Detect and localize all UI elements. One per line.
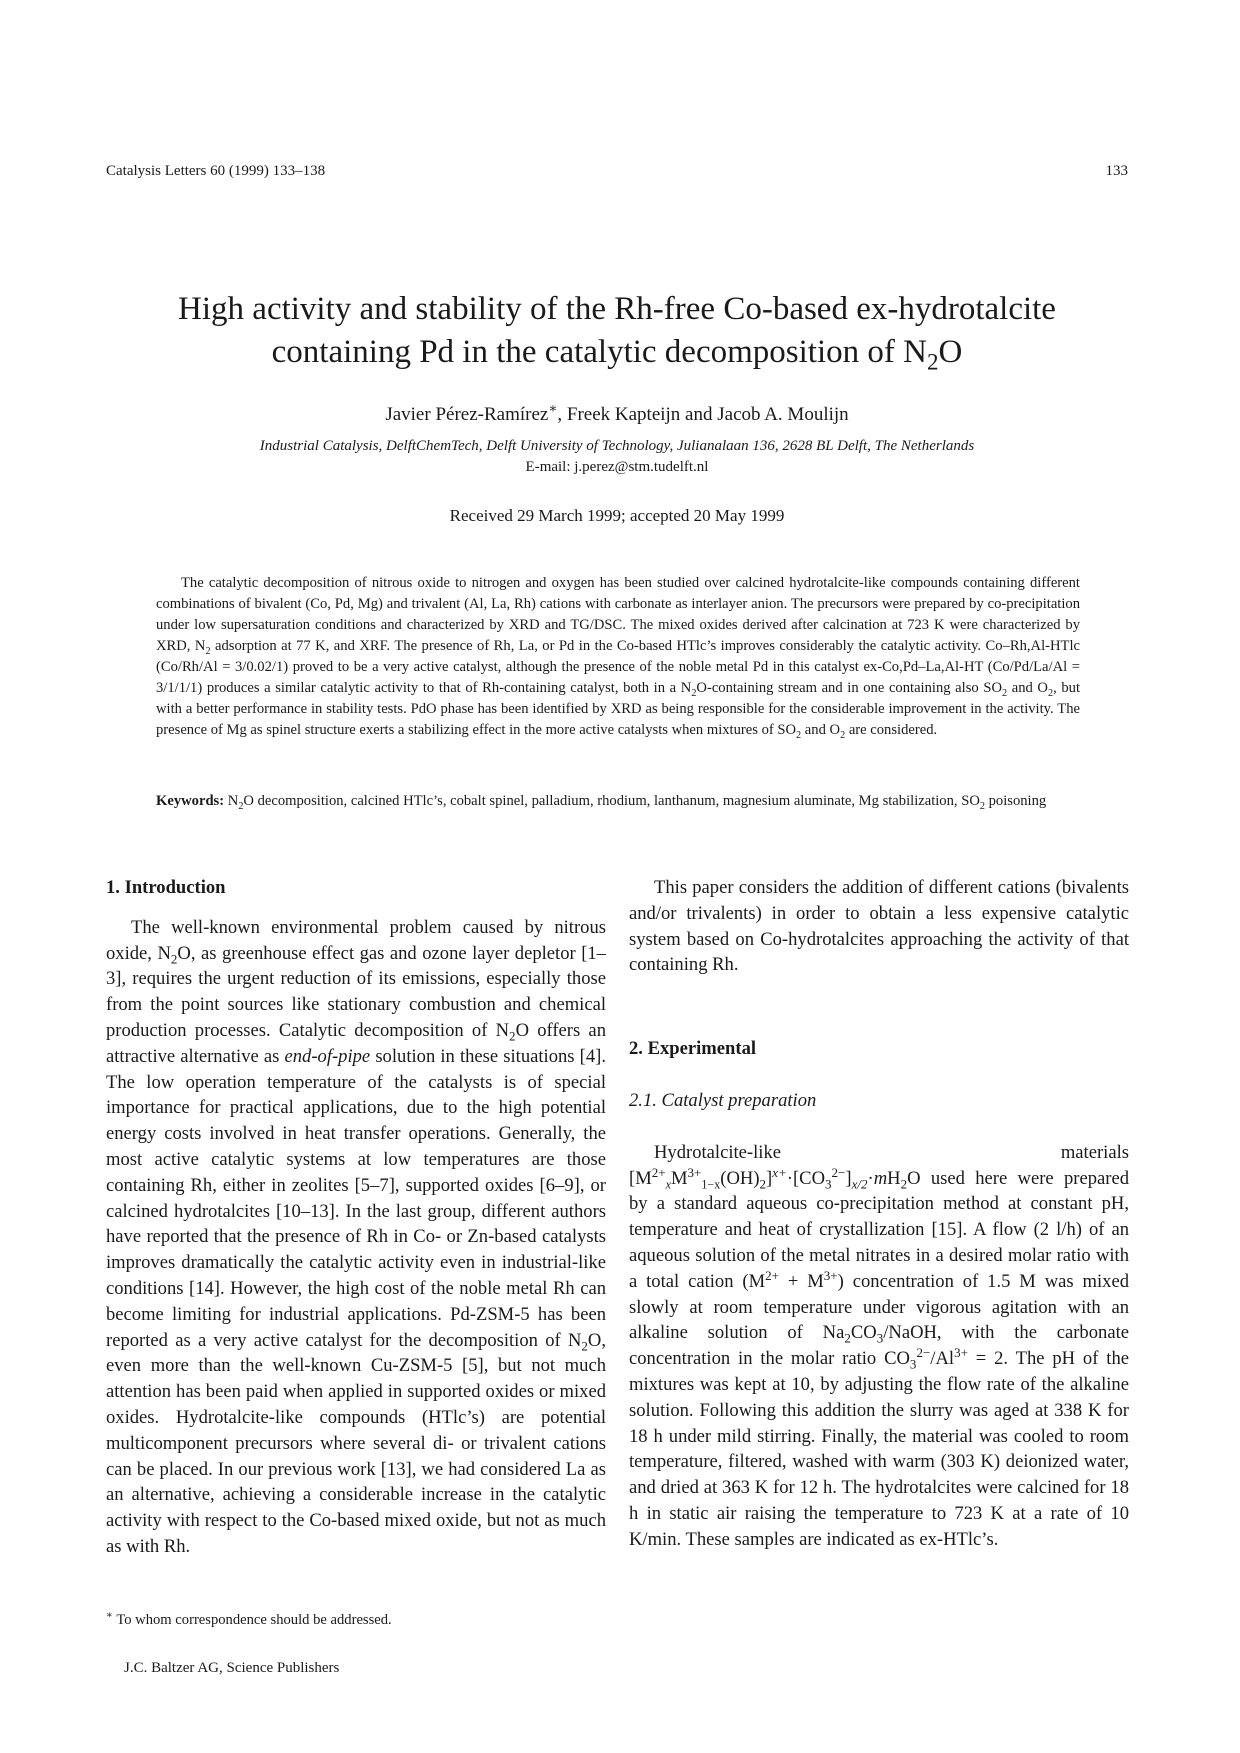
column-left — [106, 875, 606, 1560]
keywords-label: Keywords: — [156, 793, 225, 809]
publisher-line: J.C. Baltzer AG, Science Publishers — [124, 1660, 340, 1676]
running-header-journal: Catalysis Letters 60 (1999) 133–138 — [106, 163, 326, 179]
author-list: Javier Pérez-Ramírez∗, Freek Kapteijn and Jacob A. Moulijn — [385, 400, 849, 425]
footnote: ∗ To whom correspondence should be addressed. — [106, 1610, 392, 1628]
column-right — [629, 875, 1129, 1553]
author-email[interactable]: E-mail: j.perez@stm.tudelft.nl — [525, 459, 709, 475]
abstract — [156, 573, 1080, 741]
subsection-heading: 2.1. Catalyst preparation — [629, 1089, 817, 1111]
received-dates: Received 29 March 1999; accepted 20 May 1999 — [449, 506, 785, 525]
title-line-1: High activity and stability of the Rh-free Co-based ex-hydrotalcite — [178, 291, 1056, 327]
intro-paragraph: The well-known environmental problem caused by nitrous oxide, $N_2O$, as greenhouse effect gas and ozone layer depletor [1–3], requires the urgent reduction of its emissions, especially those from the point sources like stationary combustion and chemical production processes. Catalytic decomposition of $N_2O$ offers an attractive alternative as end-of-pipe solution in these situations [4]. The low operation temperature of the catalysts is of special importance for practical applications, due to the high potential energy costs involved in heat transfer operations. Generally, the most active catalytic systems at low temperatures are those containing Rh, either in zeolites [5–7], supported oxides [6–9], or calcined hydrotalcites [10–13]. In the last group, different authors have reported that the presence of Rh in Co- or Zn-based catalysts improves dramatically the catalytic activity even in industrial-like conditions [14]. However, the high cost of the noble metal Rh can become limiting for industrial applications. Pd-ZSM-5 has been reported as a very active catalyst for the decomposition of $N_2O$, even more than the well-known Cu-ZSM-5 [5], but not much attention has been paid when applied in supported oxides or mixed oxides. Hydrotalcite-like compounds (HTlc’s) are potential multicomponent precursors where several di- or trivalent cations can be placed. In our previous work [13], we had considered La as an alternative, achieving a considerable increase in the catalytic activity with respect to the Co-based mixed oxide, but not as much as with Rh. — [106, 916, 606, 1557]
title-line-2: containing Pd in the catalytic decomposition of $N_2O$ — [271, 334, 963, 375]
section-heading-experimental: 2. Experimental — [629, 1038, 757, 1060]
keywords: Keywords: $N_2O$ decomposition, calcined HTlc’s, cobalt spinel, palladium, rhodium, lanthanum, magnesium aluminate, Mg stabilization, $SO_2$ poisoning — [156, 793, 1047, 812]
experimental-paragraph: Hydrotalcite-like materials $[M^{2+}_xM^{3+}_{1-x}(OH)_2]^{x+}\cdot[CO_3^{2-}]_{x/2}\cdot mH_2O$ used here were prepared by a standard aqueous co-precipitation method at constant pH, temperature and heat of crystallization [15]. A flow (2 l/h) of an aqueous solution of the metal nitrates in a desired molar ratio with a total cation $(M^{2+} + M^{3+})$ concentration of 1.5 M was mixed slowly at room temperature under vigorous agitation with an alkaline solution of $Na_2CO_3$/NaOH, with the carbonate concentration in the molar ratio $CO_3^{2-}/Al^{3+} = 2$. The pH of the mixtures was kept at 10, by adjusting the flow rate of the alkaline solution. Following this addition the slurry was aged at 338 K for 18 h under mild stirring. Finally, the material was cooled to room temperature, filtered, washed with warm (303 K) deionized water, and dried at 363 K for 12 h. The hydrotalcites were calcined for 18 h in static air raising the temperature to 723 K at a rate of 10 K/min. These samples are indicated as ex-HTlc’s. — [629, 1141, 1129, 1550]
paper-title — [106, 288, 1128, 374]
intro-paragraph-2: This paper considers the addition of different cations (bivalents and/or trivalents) in order to obtain a less expensive catalytic system based on Co-hydrotalcites approaching the activity of that containing Rh. — [629, 877, 1129, 976]
section-heading-introduction: 1. Introduction — [106, 877, 226, 898]
affiliation: Industrial Catalysis, DelftChemTech, Delft University of Technology, Julianalaan 136, 2628 BL Delft, The Netherlands — [259, 438, 975, 454]
page-number: 133 — [1105, 163, 1128, 179]
abstract-text: The catalytic decomposition of nitrous oxide to nitrogen and oxygen has been studied over calcined hydrotalcite-like compounds containing different combinations of bivalent (Co, Pd, Mg) and trivalent (Al, La, Rh) cations with carbonate as interlayer anion. The precursors were prepared by co-precipitation under low supersaturation conditions and characterized by XRD and TG/DSC. The mixed oxides derived after calcination at 723 K were characterized by XRD, $N_2$ adsorption at 77 K, and XRF. The presence of Rh, La, or Pd in the Co-based HTlc’s improves considerably the catalytic activity. Co–Rh,Al-HTlc (Co/Rh/Al = 3/0.02/1) proved to be a very active catalyst, although the presence of the noble metal Pd in this catalyst ex-Co,Pd–La,Al-HT (Co/Pd/La/Al = 3/1/1/1) produces a similar catalytic activity to that of Rh-containing catalyst, both in a $N_2O$-containing stream and in one containing also $SO_2$ and $O_2$, but with a better performance in stability tests. PdO phase has been identified by XRD as being responsible for the considerable improvement in the activity. The presence of Mg as spinel structure exerts a stabilizing effect in the more active catalysts when mixtures of $SO_2$ and $O_2$ are considered. — [156, 575, 1081, 741]
